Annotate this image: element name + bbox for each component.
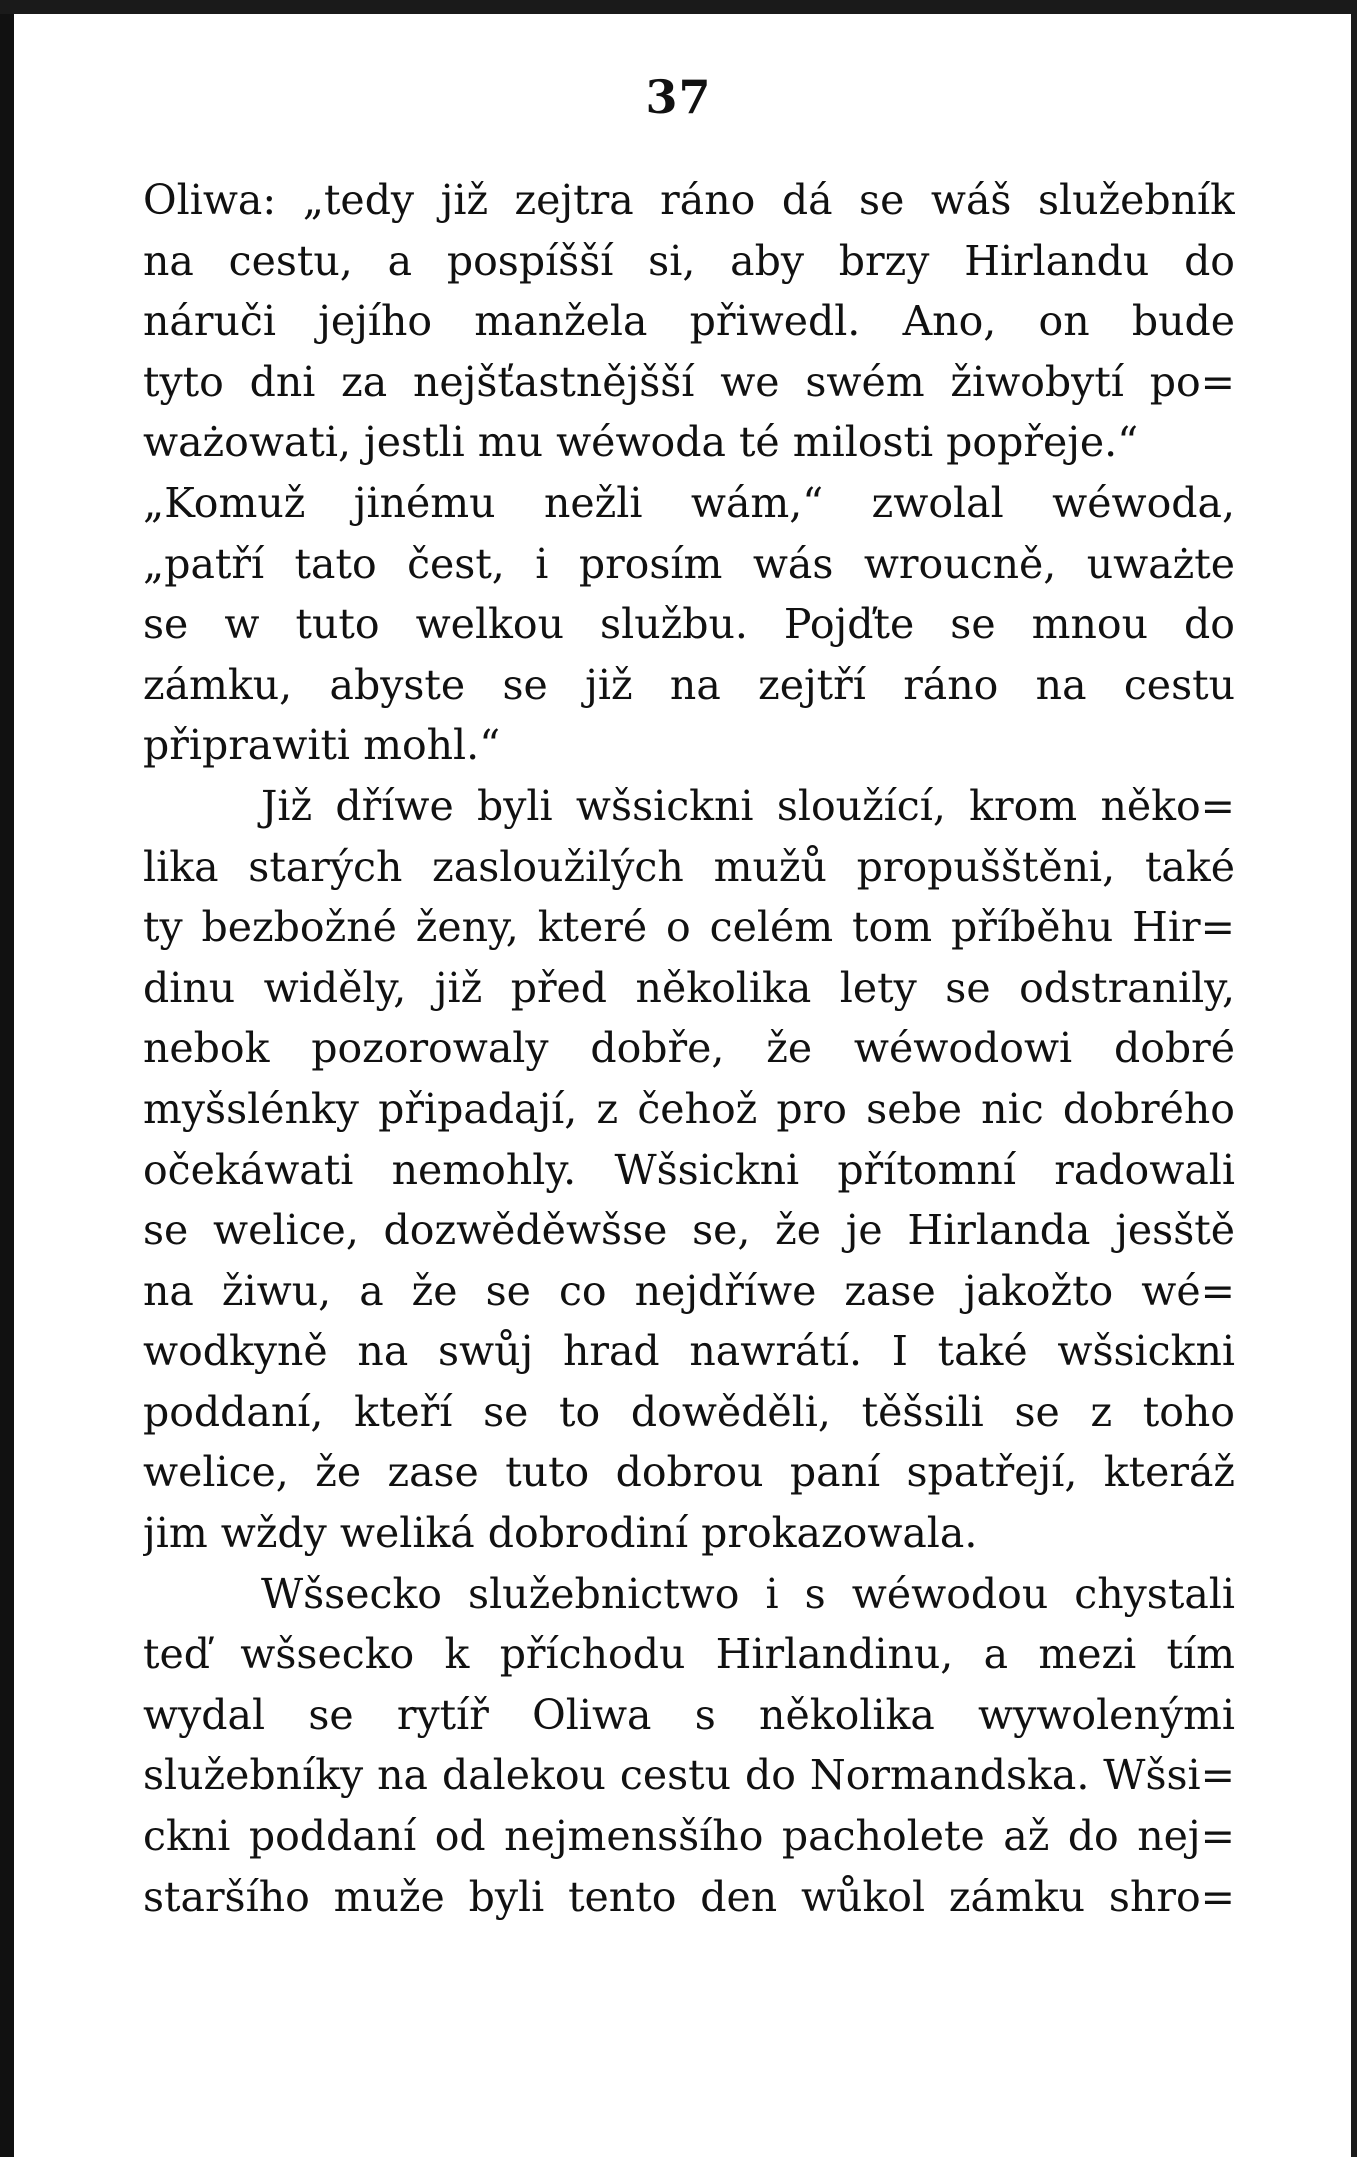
text-line: náruči jejího manžela přiwedl. Ano, on bude xyxy=(143,297,1235,346)
text-line: Oliwa: „tedy již zejtra ráno dá se wáš služebník xyxy=(143,176,1235,224)
page-number: 37 xyxy=(645,70,712,124)
text-line: wodkyně na swůj hrad nawrátí. I také wšsickni xyxy=(143,1327,1235,1376)
scan-edge-top xyxy=(0,0,1357,14)
text-line: ty bezbožné ženy, které o celém tom příběhu Hir= xyxy=(143,903,1235,952)
text-line: jim wždy weliká dobrodiní prokazowala. xyxy=(143,1509,978,1558)
text-line: welice, že zase tuto dobrou paní spatřejí, kteráž xyxy=(143,1448,1235,1497)
text-line: wydal se rytíř Oliwa s několika wywolenými xyxy=(143,1690,1235,1739)
text-line: tyto dni za nejšťastnějšší we swém žiwobytí po= xyxy=(143,357,1235,406)
text-line: se w tuto welkou službu. Pojďte se mnou do xyxy=(143,600,1235,649)
scan-edge-left xyxy=(0,0,14,2157)
text-line: Již dříwe byli wšsickni sloužící, krom něko= xyxy=(261,781,1235,830)
text-line: připrawiti mohl.“ xyxy=(143,721,501,770)
text-line: služebníky na dalekou cestu do Normandska. Wšsi= xyxy=(143,1751,1235,1800)
text-line: myšslénky připadají, z čehož pro sebe nic dobrého xyxy=(143,1084,1235,1133)
text-line: ważowati, jestli mu wéwoda té milosti popřeje.“ xyxy=(143,418,1139,467)
scan-edge-right xyxy=(1351,0,1357,2157)
body-text xyxy=(143,170,1235,1927)
text-line: „patří tato čest, i prosím wás wroucně, uważte xyxy=(143,539,1235,588)
text-line: se welice, dozwěděwšse se, že je Hirlanda jesště xyxy=(143,1206,1235,1255)
text-line: staršího muže byli tento den wůkol zámku shro= xyxy=(143,1872,1235,1921)
text-line: lika starých zasloužilých mužů propušštěni, také xyxy=(143,842,1235,891)
text-line: ckni poddaní od nejmensšího pacholete až do nej= xyxy=(143,1812,1235,1861)
text-line: na žiwu, a že se co nejdříwe zase jakožto wé= xyxy=(143,1266,1235,1315)
text-line: „Komuž jinému nežli wám,“ zwolal wéwoda, xyxy=(143,478,1235,527)
text-line: zámku, abyste se již na zejtří ráno na cestu xyxy=(143,660,1235,709)
text-line: nebok pozorowaly dobře, že wéwodowi dobré xyxy=(143,1024,1235,1073)
text-line: Wšsecko služebnictwo i s wéwodou chystali xyxy=(261,1569,1235,1618)
text-line: poddaní, kteří se to dowěděli, těšsili se z toho xyxy=(143,1387,1235,1436)
text-line: teď wšsecko k příchodu Hirlandinu, a mezi tím xyxy=(143,1630,1235,1679)
text-line: na cestu, a pospíšší si, aby brzy Hirlandu do xyxy=(143,236,1235,285)
text-line: dinu widěly, již před několika lety se odstranily, xyxy=(143,963,1235,1012)
text-line: očekáwati nemohly. Wšsickni přítomní radowali xyxy=(143,1145,1235,1194)
